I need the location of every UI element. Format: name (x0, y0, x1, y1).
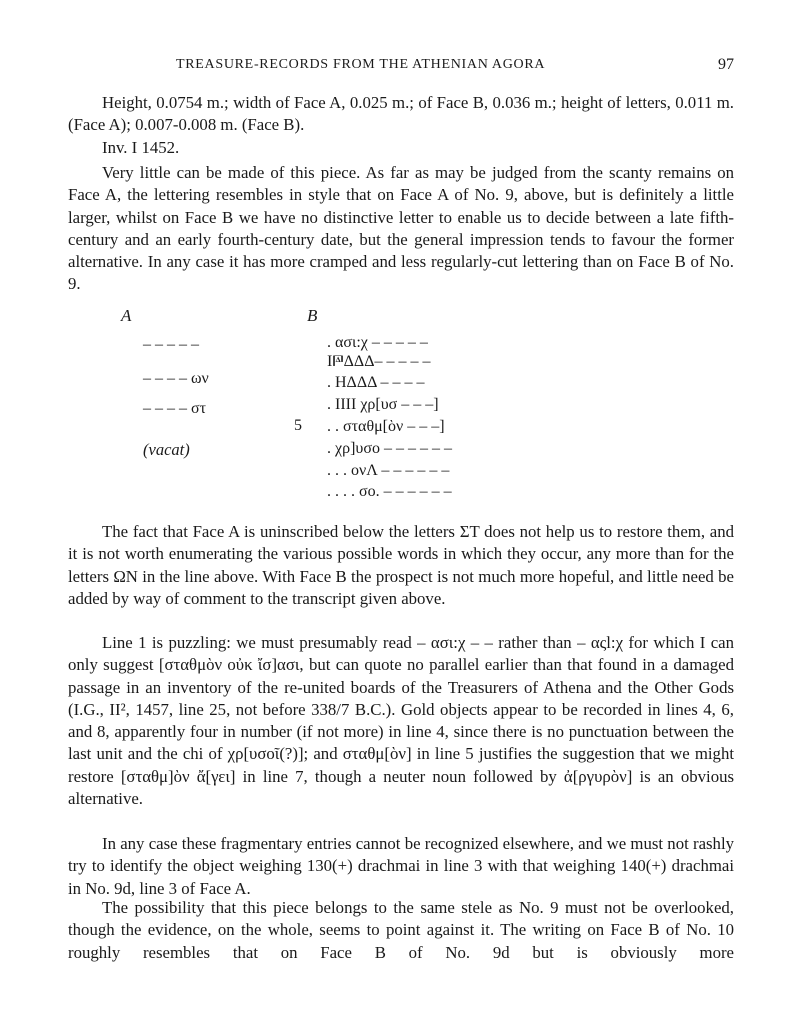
inventory-number: Inv. I 1452. (102, 138, 180, 157)
face-a-line: – – – – – (143, 336, 199, 353)
face-b-line: . . . . σο. – – – – – – (327, 483, 452, 500)
page-number: 97 (718, 56, 734, 73)
running-header (68, 57, 734, 79)
elsewhere-paragraph: In any case these fragmentary entries cannot be recognized elsewhere, and we must not rashly try to identify the object weighing 130(+) drachmai in line 3 with that weighing 140(+) drachmai in No. 9d, line 3 of Face A. (68, 834, 734, 898)
face-a-line: – – – – ων (143, 370, 209, 387)
face-b-line: . IIII χρ[υσ – – –] (327, 396, 439, 413)
face-a-comment-paragraph: The fact that Face A is uninscribed below the letters ΣΤ does not help us to restore them, and it is not worth enumerating the various possible words in which they occur, any more than for the letters ΩΝ in the line above. With Face B the prospect is not much more hopeful, and little need be added by way of comment to the transcript given above. (68, 522, 734, 608)
face-a-heading: A (121, 306, 132, 325)
running-title: TREASURE-RECORDS FROM THE ATHENIAN AGORA (176, 57, 546, 72)
face-b-line: . χρ]υσο – – – – – – (327, 440, 452, 457)
description-paragraph: Very little can be made of this piece. As far as may be judged from the scanty remains on Face A, the lettering resembles in style that on Face A of No. 9, above, but is definitely a little larger, whilst on Face B we have no distinctive letter to enable us to decide between a late fifth-century and an early fourth-century date, but the general impression tends to favour the former alternative. In any case it has more cramped and less regularly-cut lettering than on Face B of No. 9. (68, 163, 734, 294)
face-a-line: – – – – στ (143, 400, 207, 417)
face-b-line: . . . ονΛ – – – – – – (327, 462, 450, 479)
same-stele-paragraph: The possibility that this piece belongs to the same stele as No. 9 must not be overlooked, though the evidence, on the whole, seems to point against it. The writing on Face B of No. 10 roughly resembles that on Face B of No. 9d but is obviously more (68, 898, 734, 962)
face-b-line: I𐅄ΔΔΔ– – – – – (327, 353, 431, 370)
face-b-heading: B (307, 306, 318, 325)
line-one-paragraph: Line 1 is puzzling: we must presumably read – ασι:χ – – rather than – αςl:χ for which I can only suggest [σταθμὸν οὐκ ἴσ]ασι, but can quote no parallel earlier than that found in a damaged passage in an inventory of the re-united boards of the Treasurers of Athena and the Other Gods (I.G., II², 1457, line 25, not before 338/7 B.C.). Gold objects appear to be recorded in lines 4, 6, and 8, apparently four in number (if not more) in line 4, since there is no punctuation between the last unit and the chi of χρ[υσοῖ(?)]; and σταθμ[ὸν] in line 5 justifies the suggestion that we might restore [σταθμ]ὸν ἄ[γει] in line 7, though a neuter noun followed by ἀ[ργυρὸν] is an obvious alternative. (68, 633, 734, 809)
vacat-note: (vacat) (143, 440, 190, 459)
dimensions-paragraph: Height, 0.0754 m.; width of Face A, 0.025 m.; of Face B, 0.036 m.; height of letters, 0.011 m. (Face A); 0.007-0.008 m. (Face B). (68, 93, 734, 135)
line-number: 5 (294, 417, 302, 434)
face-b-line: . ΗΔΔΔ – – – – (327, 374, 425, 391)
face-b-line: . ασι:χ – – – – – (327, 334, 428, 351)
face-b-line: . . σταθμ[ὸν – – –] (327, 418, 445, 435)
